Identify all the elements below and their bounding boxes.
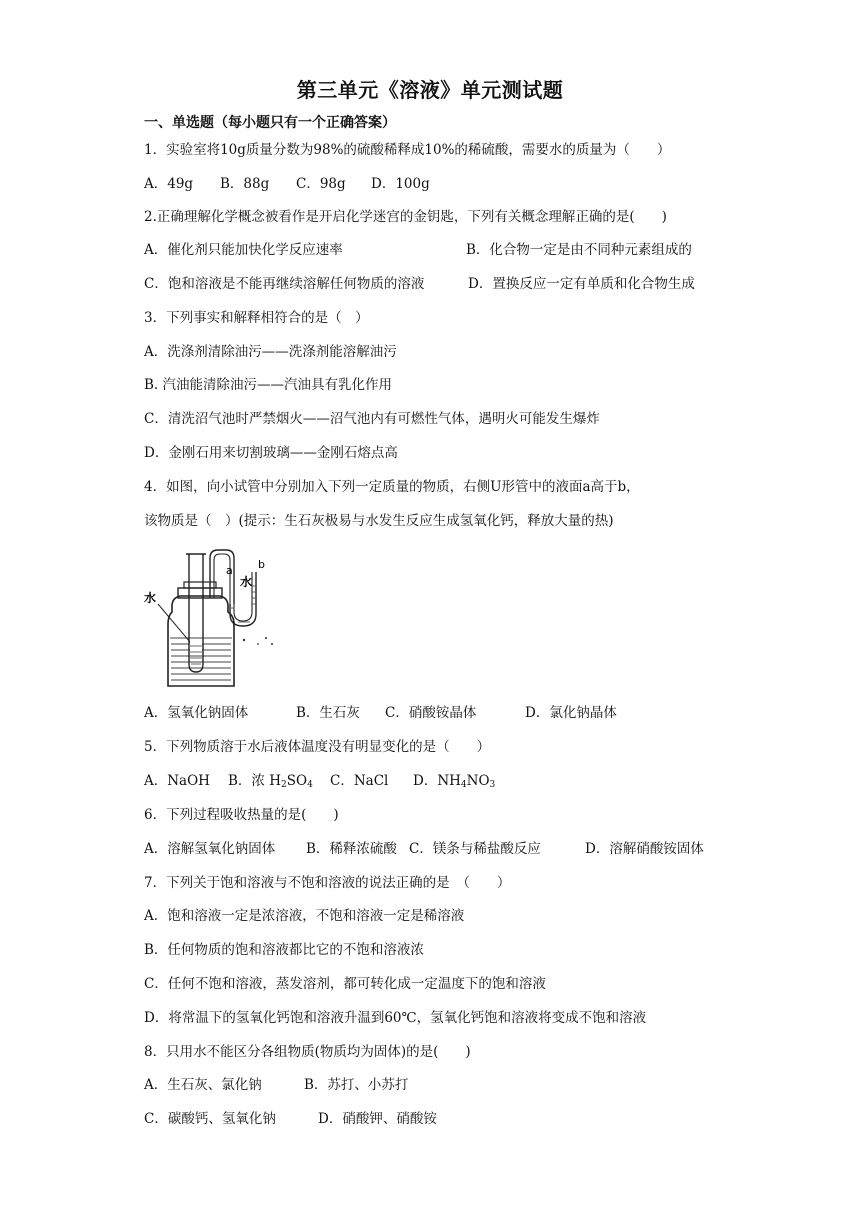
label-b: b [258,558,265,571]
q8-option-b: B．苏打、小苏打 [304,1077,409,1093]
q7-option-d: D．将常温下的氢氧化钙饱和溶液升温到60℃，氢氧化钙饱和溶液将变成不饱和溶液 [144,1010,647,1026]
question-2-stem: 2.正确理解化学概念被看作是开启化学迷宫的金钥匙，下列有关概念理解正确的是( ) [144,209,667,225]
q6-option-c: C．镁条与稀盐酸反应 [409,841,541,857]
question-5-stem: 5．下列物质溶于水后液体温度没有明显变化的是（ ） [144,739,491,755]
q8-option-c: C．碳酸钙、氢氧化钠 [144,1111,276,1127]
section-heading: 一、单选题（每小题只有一个正确答案） [144,115,396,131]
question-3-stem: 3．下列事实和解释相符合的是（ ） [144,310,369,326]
test-tube [189,554,203,672]
bottle-outline [168,596,234,686]
water-pointer-line [158,604,190,642]
q5-option-d: D．$NH_4NO_3$ [413,773,496,790]
q1-option-c: C．98g [296,176,346,192]
bottle-water [170,638,232,680]
q2-option-c: C．饱和溶液是不能再继续溶解任何物质的溶液 [144,276,425,292]
q6-option-d: D．溶解硝酸铵固体 [585,841,704,857]
q5-option-c: C．NaCl [330,773,389,789]
q3-option-a: A．洗涤剂清除油污——洗涤剂能溶解油污 [144,344,397,360]
question-4-stem-line-2: 该物质是（ ）(提示：生石灰极易与水发生反应生成氢氧化钙，释放大量的热) [144,513,614,529]
question-7-stem: 7．下列关于饱和溶液与不饱和溶液的说法正确的是 （ ） [144,875,511,891]
q7-option-c: C．任何不饱和溶液，蒸发溶剂，都可转化成一定温度下的饱和溶液 [144,976,546,992]
q8-option-a: A．生石灰、氯化钠 [144,1077,262,1093]
q1-option-b: B．88g [220,176,270,192]
q5-option-a: A．NaOH [144,773,210,789]
label-water-left: 水 [144,591,157,605]
q2-option-a: A．催化剂只能加快化学反应速率 [144,242,343,258]
q3-option-b: B. 汽油能清除油污——汽油具有乳化作用 [144,377,393,393]
q1-option-a: A．49g [144,176,194,192]
q3-option-c: C．清洗沼气池时严禁烟火——沼气池内有可燃性气体，遇明火可能发生爆炸 [144,411,600,427]
q1-option-d: D．100g [371,176,430,192]
question-4-stem-line-1: 4．如图，向小试管中分别加入下列一定质量的物质，右侧U形管中的液面a高于b， [144,479,640,495]
q7-option-b: B．任何物质的饱和溶液都比它的不饱和溶液浓 [144,942,424,958]
q5-option-b: B．浓 $H_2SO_4$ [228,773,313,790]
label-a: a [226,564,233,577]
label-water-right: 水 [240,575,253,589]
q6-option-b: B．稀释浓硫酸 [306,841,397,857]
q2-option-b: B．化合物一定是由不同种元素组成的 [466,242,692,258]
q8-option-d: D．硝酸钾、硝酸铵 [318,1111,437,1127]
page-title: 第三单元《溶液》单元测试题 [296,78,564,102]
q3-option-d: D．金刚石用来切割玻璃——金刚石熔点高 [144,445,398,461]
apparatus-diagram [140,546,290,691]
test-tube-water [190,646,202,664]
q4-option-a: A．氢氧化钠固体 [144,705,249,721]
q6-option-a: A．溶解氢氧化钠固体 [144,841,276,857]
q7-option-a: A．饱和溶液一定是浓溶液，不饱和溶液一定是稀溶液 [144,908,465,924]
q4-option-d: D．氯化钠晶体 [525,705,617,721]
q4-option-b: B．生石灰 [296,705,360,721]
q4-option-c: C．硝酸铵晶体 [385,705,477,721]
question-6-stem: 6．下列过程吸收热量的是( ) [144,807,339,823]
question-8-stem: 8．只用水不能区分各组物质(物质均为固体)的是( ) [144,1044,471,1060]
question-1-stem: 1．实验室将10g质量分数为98%的硫酸稀释成10%的稀硫酸，需要水的质量为（ ） [144,142,671,158]
q2-option-d: D．置换反应一定有单质和化合物生成 [468,276,695,292]
